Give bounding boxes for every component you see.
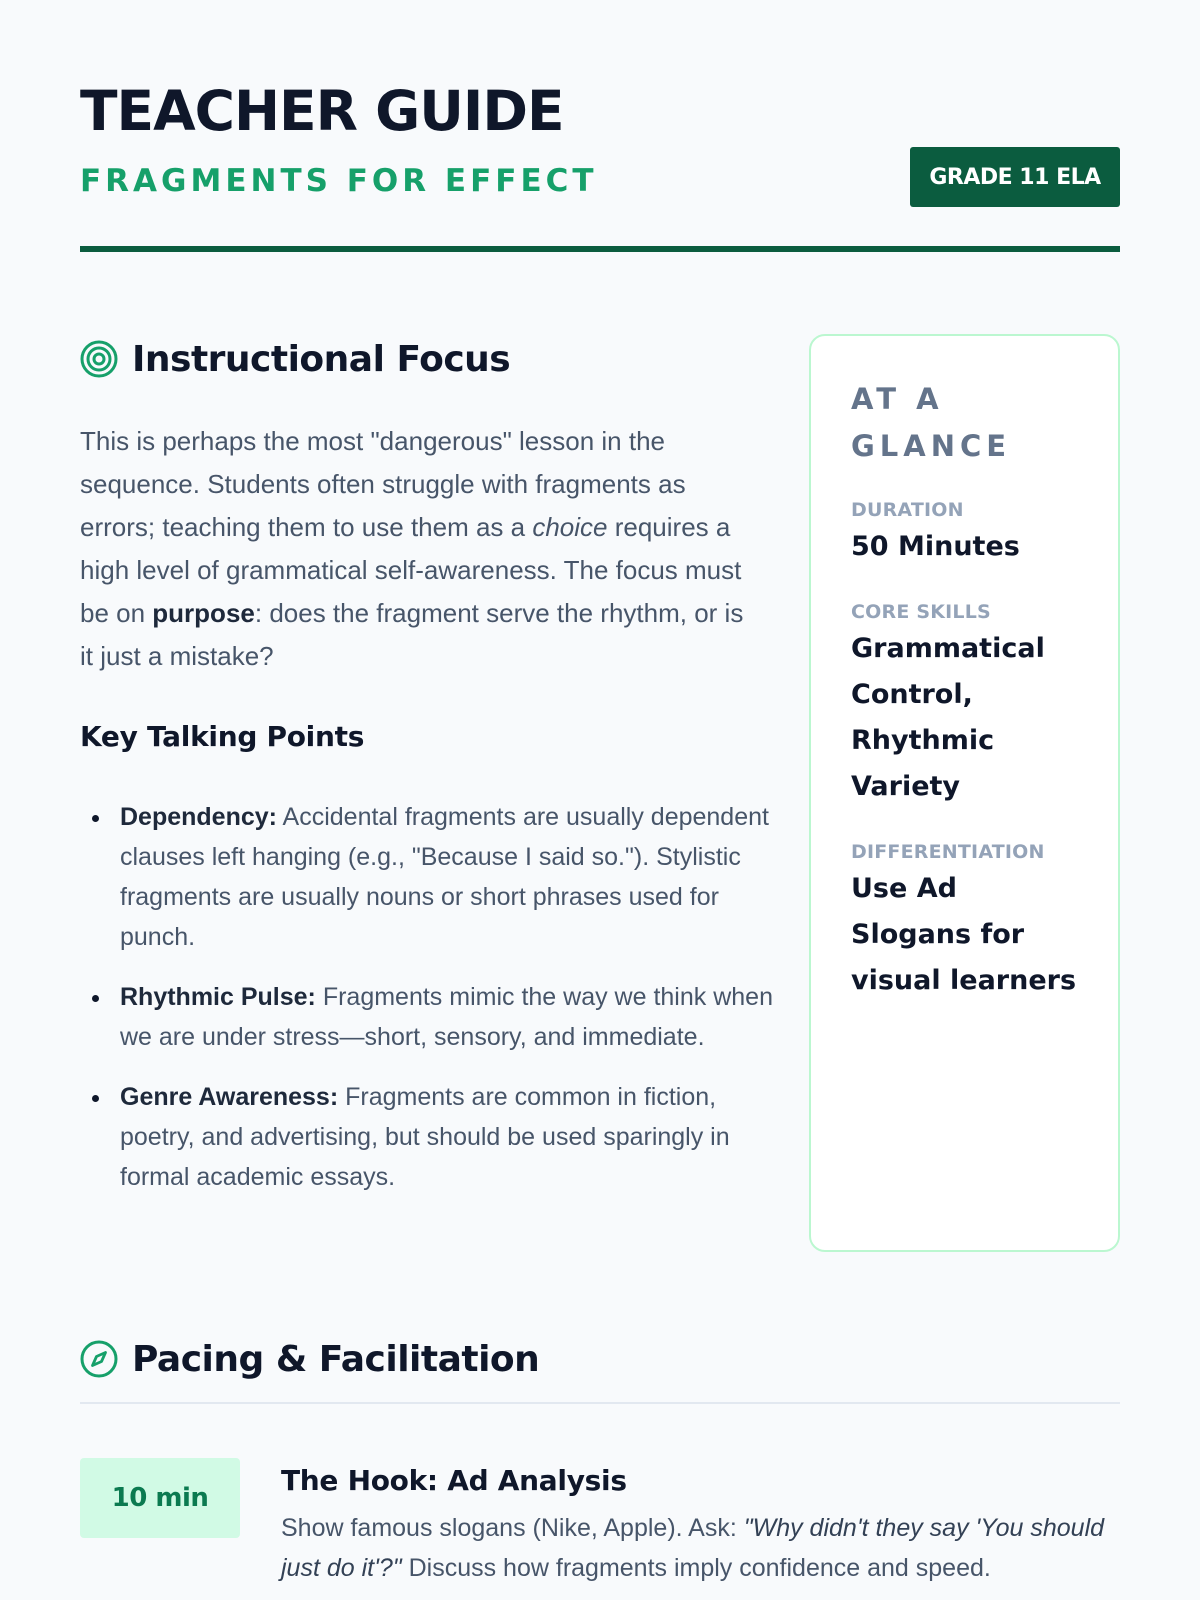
focus-text-part: requires a high level of grammatical self-awareness. The focus must be on <box>80 512 742 628</box>
focus-strong: purpose <box>152 598 255 628</box>
time-badge: 10 min <box>80 1458 240 1538</box>
glance-value: Use Ad Slogans for visual learners <box>851 873 1077 996</box>
list-item <box>80 797 790 957</box>
focus-emphasis: choice <box>532 512 608 542</box>
activity-title: The Hook: Ad Analysis <box>281 1464 627 1497</box>
at-a-glance-title: AT A GLANCE <box>851 382 1012 463</box>
point-text: Accidental fragments are usually dependent clauses left hanging (e.g., "Because I said so."). Stylistic fragments are usually nouns or short phrases used for punch. <box>120 803 769 951</box>
point-term: Genre Awareness: <box>120 1083 339 1111</box>
target-icon <box>80 340 118 378</box>
instructional-content <box>80 334 773 1217</box>
page-header <box>80 0 1120 252</box>
instructional-focus-paragraph <box>80 420 760 678</box>
activity-description <box>281 1508 1120 1588</box>
point-text: Fragments are common in fiction, poetry, and advertising, but should be used sparingly in formal academic essays. <box>120 1083 730 1191</box>
point-term: Dependency: <box>120 803 277 831</box>
instructional-focus-heading <box>80 334 760 384</box>
pacing-title: Pacing & Facilitation <box>132 1338 540 1380</box>
activity-block <box>281 1464 1120 1588</box>
document-subtitle: FRAGMENTS FOR EFFECT <box>80 163 598 199</box>
document-title: TEACHER GUIDE <box>80 79 564 143</box>
glance-value: 50 Minutes <box>851 531 1020 562</box>
header-divider <box>80 246 1120 252</box>
glance-item-duration <box>851 498 1078 570</box>
glance-label: CORE SKILLS <box>851 601 991 623</box>
glance-item-core-skills <box>851 600 1078 810</box>
talking-points-list <box>80 797 773 1197</box>
instructional-focus-title: Instructional Focus <box>132 338 511 380</box>
at-a-glance-card <box>809 334 1120 1252</box>
grade-badge: GRADE 11 ELA <box>910 147 1120 207</box>
compass-icon <box>80 1340 118 1378</box>
list-item <box>80 1077 790 1197</box>
main-section <box>80 334 1120 1254</box>
activity-text-part: Discuss how fragments imply confidence and speed. <box>401 1554 991 1582</box>
glance-label: DIFFERENTIATION <box>851 841 1045 863</box>
glance-value: Grammatical Control, Rhythmic Variety <box>851 633 1045 802</box>
activity-quote: "Why didn't they say 'You should just do it'?" <box>281 1514 1105 1582</box>
focus-text-part: : does the fragment serve the rhythm, or is it just a mistake? <box>80 598 744 671</box>
activity-text-part: Show famous slogans (Nike, Apple). Ask: <box>281 1514 744 1542</box>
focus-text-part: This is perhaps the most "dangerous" lesson in the sequence. Students often struggle with fragments as errors; teaching them to use them as a <box>80 426 686 542</box>
list-item <box>80 977 790 1057</box>
pacing-step <box>80 1458 1120 1600</box>
point-text: Fragments mimic the way we think when we are under stress—short, sensory, and immediate. <box>120 983 773 1051</box>
pacing-section <box>80 1334 1120 1600</box>
pacing-heading <box>80 1334 1120 1384</box>
key-talking-points-heading: Key Talking Points <box>80 720 365 753</box>
point-term: Rhythmic Pulse: <box>120 983 316 1011</box>
glance-item-differentiation <box>851 840 1078 1004</box>
pacing-divider <box>80 1402 1120 1404</box>
glance-label: DURATION <box>851 499 964 521</box>
